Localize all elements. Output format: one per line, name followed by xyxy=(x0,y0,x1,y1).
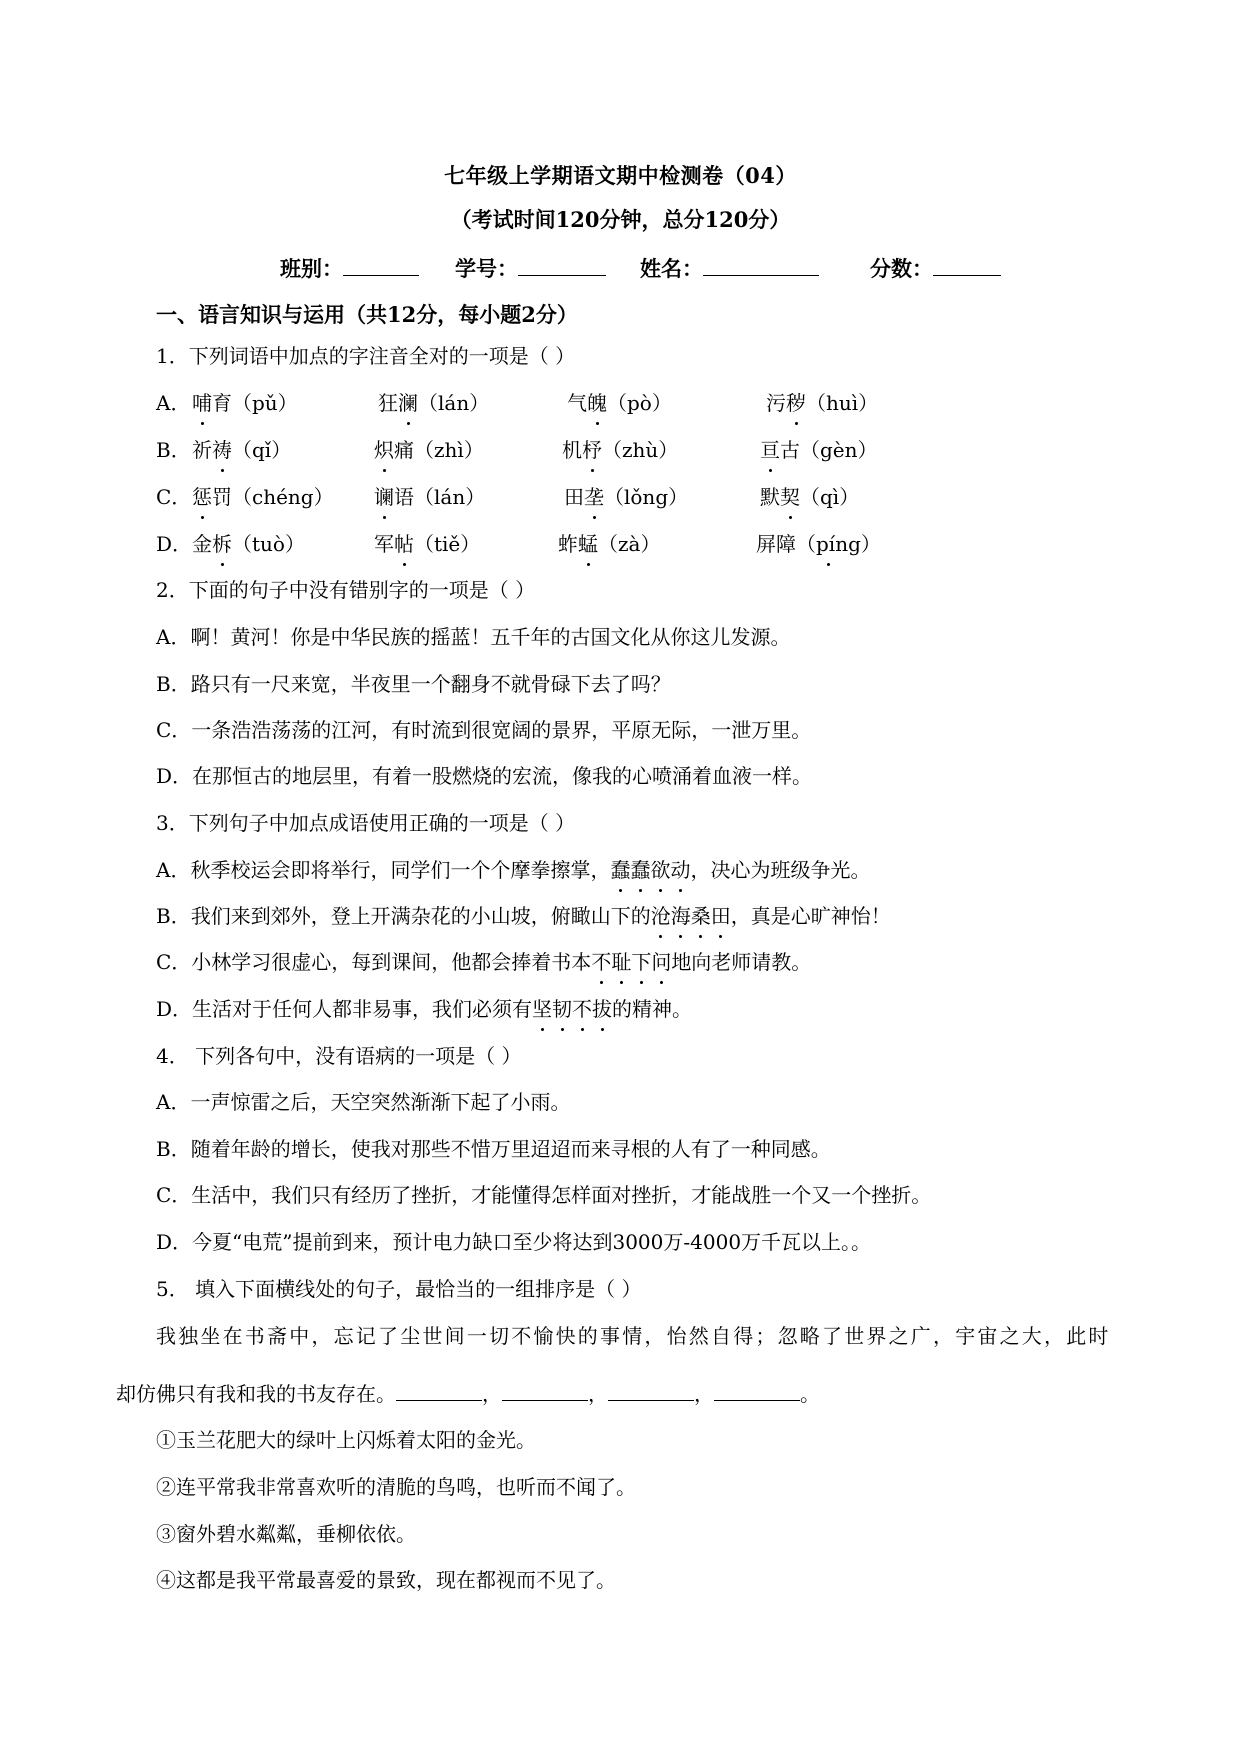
answer-blank-4[interactable] xyxy=(714,1382,800,1401)
section-heading: 一、语言知识与运用（共12分，每小题2分） xyxy=(156,302,578,327)
question-1-stem: 1．下列词语中加点的字注音全对的一项是（ ） xyxy=(156,344,576,368)
question-3-stem: 3．下列句子中加点成语使用正确的一项是（ ） xyxy=(156,811,576,835)
question-2-option-b: B．路只有一尺来宽，半夜里一个翻身不就骨碌下去了吗？ xyxy=(156,672,671,696)
question-5-sentence-2: ②连平常我非常喜欢听的清脆的鸟鸣，也听而不闻了。 xyxy=(156,1475,636,1499)
question-4-stem: 4． 下列各句中，没有语病的一项是（ ） xyxy=(156,1044,522,1068)
question-2-stem: 2．下面的句子中没有错别字的一项是（ ） xyxy=(156,578,536,602)
word: 谰语（lán） xyxy=(374,485,486,509)
answer-blank-1[interactable] xyxy=(396,1382,482,1401)
word: 哺育（pǔ） xyxy=(192,391,298,415)
option-letter: B． xyxy=(156,438,191,462)
option-letter: D． xyxy=(156,532,193,556)
answer-blank-2[interactable] xyxy=(502,1382,588,1401)
word: 田垄（lǒng） xyxy=(564,485,689,509)
id-blank xyxy=(518,255,606,276)
question-4-option-b: B．随着年龄的增长，使我对那些不惜万里迢迢而来寻根的人有了一种同感。 xyxy=(156,1137,831,1161)
question-5-passage-line-1: 我独坐在书斋中，忘记了尘世间一切不愉快的事情，怡然自得；忽略了世界之广，宇宙之大，此时 xyxy=(156,1324,1111,1348)
question-5-stem: 5． 填入下面横线处的句子，最恰当的一组排序是（ ） xyxy=(156,1277,642,1301)
word: 屏障（píng） xyxy=(756,532,881,556)
word: 狂澜（lán） xyxy=(378,391,490,415)
word: 气魄（pò） xyxy=(567,391,672,415)
word: 默契（qì） xyxy=(760,485,860,509)
question-3-option-b: B．我们来到郊外，登上开满杂花的小山坡，俯瞰山下的沧海桑田，真是心旷神怡！ xyxy=(156,904,891,928)
question-2-option-a: A．啊！黄河！你是中华民族的摇蓝！五千年的古国文化从你这儿发源。 xyxy=(156,625,791,649)
class-field xyxy=(280,253,419,283)
answer-blank-3[interactable] xyxy=(608,1382,694,1401)
id-field xyxy=(455,253,606,283)
id-label: 学号： xyxy=(455,256,518,281)
word: 机杼（zhù） xyxy=(562,438,679,462)
word: 亘古（gèn） xyxy=(760,438,878,462)
question-2-option-c: C．一条浩浩荡荡的江河，有时流到很宽阔的景界，平原无际，一泄万里。 xyxy=(156,718,812,742)
name-label: 姓名： xyxy=(640,256,703,281)
question-3-option-d: D．生活对于任何人都非易事，我们必须有坚韧不拔的精神。 xyxy=(156,997,693,1021)
question-3-option-a: A．秋季校运会即将举行，同学们一个个摩拳擦掌，蠢蠢欲动，决心为班级争光。 xyxy=(156,858,871,882)
name-blank xyxy=(703,255,819,276)
word: 金柝（tuò） xyxy=(192,532,305,556)
question-4-option-d: D．今夏“电荒”提前到来，预计电力缺口至少将达到3000万-4000万千瓦以上。。 xyxy=(156,1230,872,1254)
question-4-option-c: C．生活中，我们只有经历了挫折，才能懂得怎样面对挫折，才能战胜一个又一个挫折。 xyxy=(156,1183,932,1207)
score-blank xyxy=(933,255,1001,276)
word: 炽痛（zhì） xyxy=(374,438,484,462)
class-label: 班别： xyxy=(280,256,343,281)
option-letter: A． xyxy=(156,391,191,415)
score-field xyxy=(870,253,1001,283)
word: 祈祷（qǐ） xyxy=(192,438,292,462)
question-5-sentence-4: ④这都是我平常最喜爱的景致，现在都视而不见了。 xyxy=(156,1568,616,1592)
question-5-sentence-3: ③窗外碧水粼粼，垂柳依依。 xyxy=(156,1522,416,1546)
question-4-option-a: A．一声惊雷之后，天空突然渐渐下起了小雨。 xyxy=(156,1090,571,1114)
word: 蚱蜢（zà） xyxy=(558,532,661,556)
question-3-option-c: C．小林学习很虚心，每到课间，他都会捧着书本不耻下问地向老师请教。 xyxy=(156,950,812,974)
word: 污秽（huì） xyxy=(766,391,879,415)
word: 军帖（tiě） xyxy=(374,532,481,556)
page-title: 七年级上学期语文期中检测卷（04） xyxy=(444,163,797,188)
page-subtitle: （考试时间120分钟，总分120分） xyxy=(450,207,791,232)
name-field xyxy=(640,253,819,283)
option-letter: C． xyxy=(156,485,192,509)
class-blank xyxy=(343,255,419,276)
question-5-passage-line-2: 却仿佛只有我和我的书友存在。 ， ， ， 。 xyxy=(116,1382,820,1406)
word: 惩罚（chéng） xyxy=(192,485,334,509)
score-label: 分数： xyxy=(870,256,933,281)
question-2-option-d: D．在那恒古的地层里，有着一股燃烧的宏流，像我的心喷涌着血液一样。 xyxy=(156,764,813,788)
question-5-sentence-1: ①玉兰花肥大的绿叶上闪烁着太阳的金光。 xyxy=(156,1428,536,1452)
